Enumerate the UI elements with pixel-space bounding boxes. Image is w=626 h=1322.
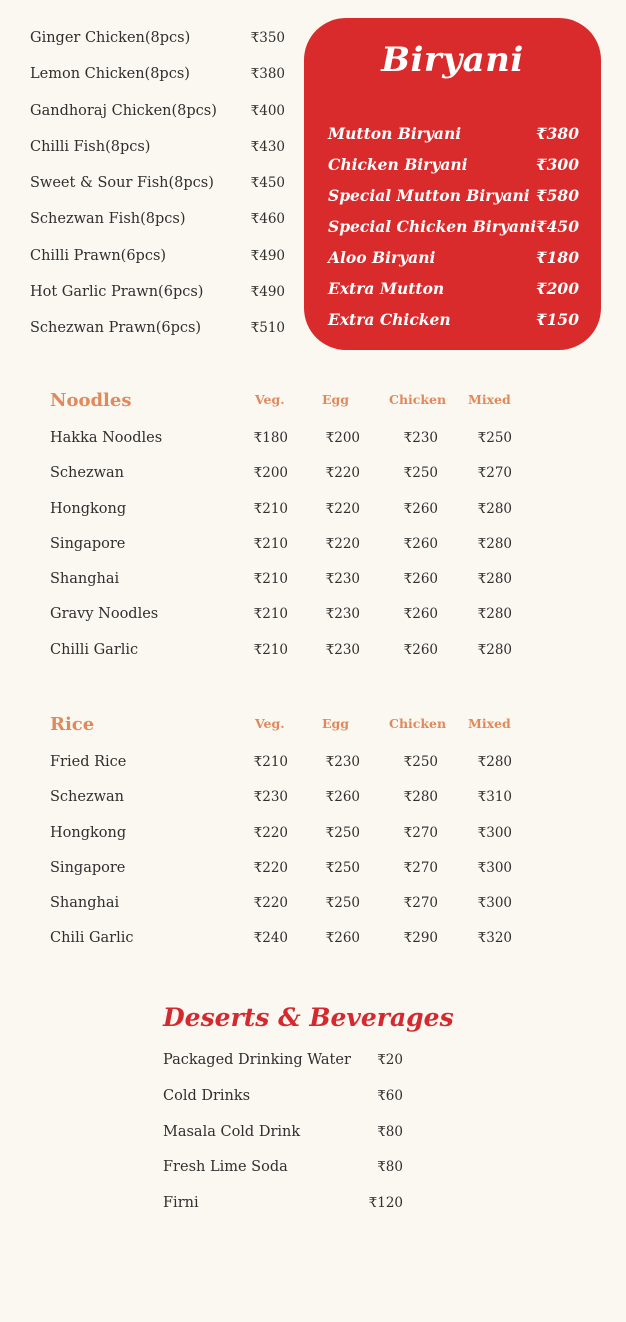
price-mixed: ₹300 <box>477 824 512 841</box>
item-name: Hongkong <box>50 824 127 841</box>
item-name: Chilli Garlic <box>50 641 139 658</box>
column-header: Chicken <box>389 716 447 731</box>
price-egg: ₹220 <box>325 500 360 517</box>
section-header <box>50 714 530 754</box>
price-chicken: ₹270 <box>403 859 438 876</box>
column-header: Veg. <box>255 716 285 731</box>
price-chicken: ₹290 <box>403 930 438 947</box>
price-veg: ₹220 <box>253 824 288 841</box>
item-name: Chicken Biryani <box>328 155 468 174</box>
column-header: Mixed <box>468 716 511 731</box>
item-name: Shanghai <box>50 571 120 588</box>
column-header: Chicken <box>389 392 447 407</box>
table-row <box>50 754 530 789</box>
item-name: Chilli Prawn(6pcs) <box>30 247 167 264</box>
menu-item <box>30 30 285 66</box>
item-name: Sweet & Sour Fish(8pcs) <box>30 175 214 192</box>
item-name: Extra Chicken <box>328 310 451 329</box>
item-price: ₹150 <box>535 310 579 329</box>
item-name: Gandhoraj Chicken(8pcs) <box>30 102 217 119</box>
item-name: Singapore <box>50 859 126 876</box>
item-name: Extra Mutton <box>328 279 445 298</box>
item-price: ₹20 <box>377 1052 403 1068</box>
price-chicken: ₹260 <box>403 571 438 588</box>
table-row <box>50 465 530 500</box>
price-veg: ₹220 <box>253 859 288 876</box>
item-price: ₹80 <box>377 1123 403 1140</box>
price-mixed: ₹270 <box>477 465 512 482</box>
menu-item <box>30 320 285 356</box>
table-row <box>50 930 530 965</box>
item-name: Chili Garlic <box>50 930 134 947</box>
price-egg: ₹200 <box>325 430 360 446</box>
biryani-title: Biryani <box>381 40 524 80</box>
price-mixed: ₹320 <box>477 930 512 947</box>
item-name: Mutton Biryani <box>328 124 462 143</box>
item-name: Hongkong <box>50 500 127 517</box>
price-egg: ₹230 <box>325 754 360 770</box>
starters-list <box>30 30 285 357</box>
item-name: Aloo Biryani <box>328 248 436 267</box>
menu-item <box>30 139 285 175</box>
item-name: Schezwan Fish(8pcs) <box>30 211 186 228</box>
price-egg: ₹250 <box>325 824 360 841</box>
menu-item <box>30 66 285 102</box>
menu-item <box>328 186 579 217</box>
item-price: ₹430 <box>250 138 285 155</box>
price-egg: ₹230 <box>325 571 360 588</box>
section-title: Deserts & Beverages <box>163 1003 454 1032</box>
table-row <box>50 501 530 536</box>
item-name: Lemon Chicken(8pcs) <box>30 66 190 83</box>
menu-item <box>328 124 579 155</box>
price-egg: ₹220 <box>325 535 360 552</box>
item-price: ₹300 <box>535 155 579 174</box>
price-veg: ₹210 <box>253 754 288 770</box>
noodles-section <box>50 390 530 677</box>
biryani-panel <box>304 18 601 350</box>
menu-item <box>163 1088 403 1124</box>
price-veg: ₹230 <box>253 789 288 806</box>
item-price: ₹200 <box>535 279 579 298</box>
column-header: Veg. <box>255 392 285 407</box>
item-price: ₹490 <box>250 284 285 301</box>
menu-item <box>328 217 579 248</box>
item-name: Hakka Noodles <box>50 430 163 446</box>
price-chicken: ₹270 <box>403 824 438 841</box>
column-header: Egg <box>322 716 350 731</box>
item-name: Chilli Fish(8pcs) <box>30 138 151 155</box>
item-price: ₹450 <box>250 175 285 192</box>
price-mixed: ₹280 <box>477 571 512 588</box>
item-name: Packaged Drinking Water <box>163 1052 351 1068</box>
item-name: Cold Drinks <box>163 1087 251 1104</box>
table-row <box>50 825 530 860</box>
price-mixed: ₹280 <box>477 754 512 770</box>
item-price: ₹120 <box>368 1195 403 1212</box>
table-row <box>50 789 530 824</box>
item-price: ₹180 <box>535 248 579 267</box>
item-name: Schezwan Prawn(6pcs) <box>30 320 202 337</box>
price-chicken: ₹270 <box>403 895 438 912</box>
column-header: Mixed <box>468 392 511 407</box>
price-mixed: ₹280 <box>477 535 512 552</box>
price-chicken: ₹250 <box>403 754 438 770</box>
table-row <box>50 536 530 571</box>
item-name: Ginger Chicken(8pcs) <box>30 30 191 46</box>
item-name: Shanghai <box>50 895 120 912</box>
item-price: ₹400 <box>250 102 285 119</box>
price-egg: ₹260 <box>325 930 360 947</box>
item-name: Special Chicken Biryani <box>328 217 537 236</box>
item-name: Schezwan <box>50 465 125 482</box>
item-price: ₹490 <box>250 247 285 264</box>
item-price: ₹350 <box>250 30 285 46</box>
column-header: Egg <box>322 392 350 407</box>
table-row <box>50 430 530 465</box>
menu-item <box>328 155 579 186</box>
price-chicken: ₹230 <box>403 430 438 446</box>
price-veg: ₹210 <box>253 500 288 517</box>
item-price: ₹450 <box>535 217 579 236</box>
biryani-list <box>328 124 579 341</box>
price-egg: ₹260 <box>325 789 360 806</box>
table-row <box>50 571 530 606</box>
item-price: ₹380 <box>250 66 285 83</box>
menu-item <box>163 1159 403 1195</box>
price-mixed: ₹280 <box>477 500 512 517</box>
price-chicken: ₹260 <box>403 641 438 658</box>
table-row <box>50 606 530 641</box>
price-veg: ₹210 <box>253 535 288 552</box>
price-egg: ₹250 <box>325 895 360 912</box>
item-name: Fried Rice <box>50 754 127 770</box>
menu-item <box>163 1052 403 1088</box>
item-name: Fresh Lime Soda <box>163 1159 288 1176</box>
menu-item <box>328 310 579 341</box>
menu-item <box>30 211 285 247</box>
price-veg: ₹200 <box>253 465 288 482</box>
menu-item <box>328 248 579 279</box>
price-egg: ₹220 <box>325 465 360 482</box>
item-price: ₹380 <box>535 124 579 143</box>
item-name: Singapore <box>50 535 126 552</box>
item-price: ₹510 <box>250 320 285 337</box>
price-chicken: ₹250 <box>403 465 438 482</box>
table-row <box>50 860 530 895</box>
menu-item <box>163 1195 403 1231</box>
price-veg: ₹220 <box>253 895 288 912</box>
price-egg: ₹250 <box>325 859 360 876</box>
section-title: Noodles <box>50 390 132 411</box>
menu-item <box>30 248 285 284</box>
item-name: Gravy Noodles <box>50 606 159 623</box>
item-name: Masala Cold Drink <box>163 1123 301 1140</box>
price-mixed: ₹280 <box>477 606 512 623</box>
table-row <box>50 895 530 930</box>
price-mixed: ₹280 <box>477 641 512 658</box>
item-price: ₹60 <box>377 1087 403 1104</box>
price-veg: ₹210 <box>253 606 288 623</box>
item-price: ₹580 <box>535 186 579 205</box>
menu-item <box>163 1124 403 1160</box>
price-egg: ₹230 <box>325 641 360 658</box>
menu-item <box>30 284 285 320</box>
rice-section <box>50 714 530 966</box>
price-veg: ₹240 <box>253 930 288 947</box>
item-name: Firni <box>163 1195 199 1212</box>
price-chicken: ₹260 <box>403 500 438 517</box>
menu-item <box>30 175 285 211</box>
menu-item <box>328 279 579 310</box>
price-mixed: ₹300 <box>477 859 512 876</box>
price-mixed: ₹300 <box>477 895 512 912</box>
price-egg: ₹230 <box>325 606 360 623</box>
price-chicken: ₹260 <box>403 606 438 623</box>
table-row <box>50 642 530 677</box>
item-price: ₹460 <box>250 211 285 228</box>
price-veg: ₹210 <box>253 571 288 588</box>
item-name: Hot Garlic Prawn(6pcs) <box>30 284 204 301</box>
item-name: Special Mutton Biryani <box>328 186 530 205</box>
section-title: Rice <box>50 714 95 735</box>
price-veg: ₹210 <box>253 641 288 658</box>
price-mixed: ₹250 <box>477 430 512 446</box>
price-mixed: ₹310 <box>477 789 512 806</box>
item-name: Schezwan <box>50 789 125 806</box>
menu-item <box>30 103 285 139</box>
item-price: ₹80 <box>377 1159 403 1176</box>
price-veg: ₹180 <box>253 430 288 446</box>
deserts-section <box>163 1003 454 1231</box>
price-chicken: ₹280 <box>403 789 438 806</box>
section-header <box>50 390 530 430</box>
price-chicken: ₹260 <box>403 535 438 552</box>
